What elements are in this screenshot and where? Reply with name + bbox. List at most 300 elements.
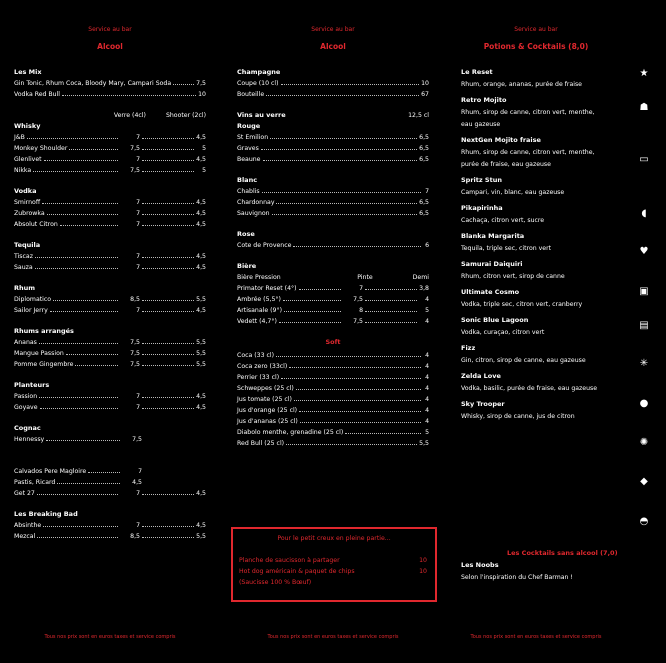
dot-leader (142, 526, 194, 527)
robot-icon: ▤ (639, 320, 649, 331)
shooter-header: Shooter (2cl) (165, 112, 206, 119)
item-name: Red Bull (25 cl) (237, 440, 285, 447)
dot-leader (345, 433, 421, 434)
dot-leader (294, 400, 421, 401)
pacman-icon: ◖ (641, 208, 647, 219)
cocktail-name: NextGen Mojito fraise (461, 136, 541, 144)
wine-title-row (237, 111, 429, 120)
dot-leader (35, 257, 118, 258)
dot-leader (284, 311, 341, 312)
glass-header: Verre (4cl) (113, 112, 146, 119)
item-price-glass: 7 (136, 393, 140, 400)
column-alcool-1 (14, 0, 206, 663)
category-title: Bière (237, 262, 257, 270)
item-price-glass: 7,5 (130, 167, 140, 174)
card-icon: ◆ (640, 476, 648, 487)
item-price: 10 (421, 80, 429, 87)
dot-leader (142, 397, 194, 398)
dot-leader (33, 171, 118, 172)
item-price: 7,5 (196, 80, 206, 87)
item-price-pinte: 7,5 (353, 296, 363, 303)
dot-leader (27, 138, 118, 139)
dot-leader (62, 95, 196, 96)
item-price-glass: 7 (136, 522, 140, 529)
item-name: Nikka (14, 167, 32, 174)
item-price-glass: 7,5 (130, 350, 140, 357)
item-price: 6,5 (419, 156, 429, 163)
dot-leader (142, 300, 194, 301)
dot-leader (39, 343, 118, 344)
menu-item (14, 79, 206, 88)
snack-box (231, 527, 437, 602)
dot-leader (43, 526, 118, 527)
dot-leader (142, 138, 194, 139)
category-title: Rouge (237, 122, 261, 130)
item-name: Jus tomate (25 cl) (237, 396, 292, 403)
menu-item (237, 351, 429, 360)
menu-item (14, 220, 206, 229)
item-name: Perrier (33 cl) (237, 374, 280, 381)
cocktail-name: Le Reset (461, 68, 493, 76)
dot-leader (142, 311, 194, 312)
menu-item (14, 349, 206, 358)
item-name: Mezcal (14, 533, 36, 540)
menu-item (237, 284, 429, 293)
item-name: Coupe (10 cl) (237, 80, 279, 87)
item-name: Sailor Jerry (14, 307, 48, 314)
dot-leader (142, 149, 194, 150)
dot-leader (142, 494, 194, 495)
item-name: Cote de Provence (237, 242, 292, 249)
menu-item (14, 209, 206, 218)
menu-item (237, 241, 429, 250)
item-price-glass: 7 (136, 264, 140, 271)
item-price-shooter: 5 (202, 145, 206, 152)
item-name: Chablis (237, 188, 260, 195)
item-name: J&B (14, 134, 25, 141)
dot-leader (142, 257, 194, 258)
dot-leader (365, 300, 417, 301)
dot-leader (299, 289, 341, 290)
menu-item (14, 467, 206, 476)
item-price-glass: 7 (136, 221, 140, 228)
item-name: Diplomatico (14, 296, 52, 303)
dot-leader (35, 268, 118, 269)
item-price-glass: 7,5 (130, 339, 140, 346)
item-name: Coca zero (33cl) (237, 363, 288, 370)
menu-item (237, 79, 429, 88)
dot-leader (66, 354, 118, 355)
category-title: Planteurs (14, 381, 50, 389)
category-title: Blanc (237, 176, 258, 184)
item-price: 10 (198, 91, 206, 98)
item-price-glass: 7 (136, 307, 140, 314)
category-title: Rhum (14, 284, 36, 292)
item-price: 10 (419, 557, 427, 564)
item-name: Absinthe (14, 522, 42, 529)
wine-size: 12,5 cl (408, 112, 429, 119)
dot-leader (40, 408, 118, 409)
snack-item (239, 568, 427, 575)
menu-item (14, 155, 206, 164)
cocktail-name: Les Noobs (461, 561, 499, 569)
sparkle-icon: ✳ (639, 358, 649, 369)
dot-leader (142, 214, 194, 215)
cocktail-ingredients: eau gazeuse (461, 121, 501, 128)
item-name: Ambrée (5,5°) (237, 296, 281, 303)
section-header: Alcool (320, 42, 346, 51)
dot-leader (88, 472, 120, 473)
item-price-shooter: 4,5 (196, 221, 206, 228)
item-name: Jus d'ananas (25 cl) (237, 418, 298, 425)
column-cocktails (461, 0, 618, 663)
menu-item (14, 263, 206, 272)
item-price-shooter: 4,5 (196, 156, 206, 163)
menu-item (14, 489, 206, 498)
dot-leader (53, 300, 118, 301)
dot-leader (263, 160, 418, 161)
cocktail-ingredients: Vodka, triple sec, citron vert, cranberry (461, 301, 583, 308)
category-title: Cognac (14, 424, 41, 432)
item-price-glass: 7,5 (132, 436, 142, 443)
burst-icon: ✺ (639, 437, 649, 448)
item-name: (Saucisse 100 % Bœuf) (239, 579, 312, 586)
item-price-shooter: 4,5 (196, 404, 206, 411)
item-name: Pomme Gingembre (14, 361, 74, 368)
item-name: Bouteille (237, 91, 265, 98)
item-name: Primator Reset (4°) (237, 285, 297, 292)
menu-item (237, 198, 429, 207)
item-price-shooter: 5 (202, 167, 206, 174)
item-name: Mangue Passion (14, 350, 64, 357)
item-price-glass: 8,5 (130, 296, 140, 303)
dot-leader (272, 214, 418, 215)
item-price-glass: 7 (136, 156, 140, 163)
menu-item (14, 392, 206, 401)
service-header: Service au bar (88, 26, 132, 33)
item-price-shooter: 4,5 (196, 210, 206, 217)
item-price-pinte: 8 (359, 307, 363, 314)
item-price: 4 (425, 352, 429, 359)
item-price: 6,5 (419, 199, 429, 206)
item-price: 6,5 (419, 210, 429, 217)
menu-item (14, 198, 206, 207)
snack-box-title: Pour le petit creux en pleine partie... (277, 535, 391, 542)
item-price-glass: 7 (136, 210, 140, 217)
cocktail-ingredients: Rhum, sirop de canne, citron vert, menthe, (461, 149, 595, 156)
item-name: Tiscaz (14, 253, 33, 260)
item-name: Beaune (237, 156, 261, 163)
item-price-glass: 7 (138, 468, 142, 475)
item-price-shooter: 4,5 (196, 134, 206, 141)
beer-header-demi: Demi (412, 274, 429, 281)
dot-leader (142, 343, 194, 344)
category-title: Les Mix (14, 68, 42, 76)
cocktail-name: Ultimate Cosmo (461, 288, 520, 296)
menu-item (14, 306, 206, 315)
item-price-demi: 4 (425, 296, 429, 303)
dot-leader (365, 289, 417, 290)
item-name: Vedett (4,7°) (237, 318, 277, 325)
cocktail-ingredients: Vodka, basilic, purée de fraise, eau gazeuse (461, 385, 598, 392)
cocktail-name: Spritz Stun (461, 176, 502, 184)
menu-item (237, 144, 429, 153)
dot-leader (300, 422, 421, 423)
menu-item (237, 439, 429, 448)
item-name: Get 27 (14, 490, 35, 497)
category-title: Tequila (14, 241, 41, 249)
cocktail-name: Sky Trooper (461, 400, 505, 408)
item-name: Smirnoff (14, 199, 41, 206)
dot-leader (281, 378, 421, 379)
item-price: 4 (425, 385, 429, 392)
dot-leader (142, 354, 194, 355)
menu-item (14, 532, 206, 541)
item-price-glass: 4,5 (132, 479, 142, 486)
item-name: Absolut Citron (14, 221, 58, 228)
dot-leader (296, 389, 421, 390)
beer-header-pinte: Pinte (357, 274, 373, 281)
cocktail-name: Pikapirinha (461, 204, 503, 212)
item-price: 4 (425, 363, 429, 370)
dot-leader (57, 483, 120, 484)
dot-leader (142, 203, 194, 204)
snack-item (239, 579, 427, 586)
item-price-shooter: 5,5 (196, 339, 206, 346)
cocktail-name: Samurai Daiquiri (461, 260, 523, 268)
item-price: 4 (425, 396, 429, 403)
item-price-glass: 7,5 (130, 361, 140, 368)
item-price: 67 (421, 91, 429, 98)
item-name: Chardonnay (237, 199, 275, 206)
dot-leader (75, 365, 118, 366)
item-price-glass: 7 (136, 253, 140, 260)
cocktail-ingredients: Whisky, sirop de canne, jus de citron (461, 413, 575, 420)
menu-item (237, 295, 429, 304)
item-name: Goyave (14, 404, 38, 411)
dot-leader (173, 84, 194, 85)
mushroom-icon: ◓ (639, 516, 649, 527)
category-title: Whisky (14, 122, 41, 130)
ball-icon: ● (639, 398, 649, 409)
item-price-shooter: 4,5 (196, 307, 206, 314)
item-price-shooter: 4,5 (196, 393, 206, 400)
item-name: Hennessy (14, 436, 45, 443)
item-price: 4 (425, 374, 429, 381)
item-price-glass: 8,5 (130, 533, 140, 540)
cocktail-name: Retro Mojito (461, 96, 507, 104)
item-price: 4 (425, 418, 429, 425)
item-name: Coca (33 cl) (237, 352, 275, 359)
item-name: Schweppes (25 cl) (237, 385, 294, 392)
item-price: 4 (425, 407, 429, 414)
dot-leader (286, 444, 417, 445)
star-icon: ★ (639, 68, 649, 79)
dot-leader (270, 138, 417, 139)
glass-size-header (14, 111, 206, 120)
cocktail-ingredients: Selon l'inspiration du Chef Barman ! (461, 574, 573, 581)
menu-item (237, 417, 429, 426)
dot-leader (261, 149, 417, 150)
heart-icon: ♥ (639, 246, 649, 257)
menu-item (14, 338, 206, 347)
dot-leader (50, 311, 118, 312)
dot-leader (293, 246, 421, 247)
dot-leader (266, 95, 419, 96)
menu-item (237, 155, 429, 164)
menu-item (237, 133, 429, 142)
item-name: Calvados Pere Magloire (14, 468, 87, 475)
menu-item (14, 521, 206, 530)
cocktail-ingredients: Cachaça, citron vert, sucre (461, 217, 545, 224)
dot-leader (44, 160, 118, 161)
dot-leader (365, 311, 417, 312)
item-name: Glenlivet (14, 156, 42, 163)
dot-leader (46, 440, 120, 441)
item-price: 5,5 (419, 440, 429, 447)
item-price-glass: 7 (136, 404, 140, 411)
menu-item (14, 360, 206, 369)
item-price: 7 (425, 188, 429, 195)
item-price: 5 (425, 429, 429, 436)
dot-leader (142, 365, 194, 366)
item-price-shooter: 4,5 (196, 264, 206, 271)
cocktail-ingredients: Rhum, orange, ananas, purée de fraise (461, 81, 582, 88)
item-name: Zubrowka (14, 210, 45, 217)
dot-leader (262, 192, 421, 193)
cocktail-ingredients: purée de fraise, eau gazeuse (461, 161, 551, 168)
cocktail-ingredients: Rhum, sirop de canne, citron vert, menthe, (461, 109, 595, 116)
menu-item (14, 403, 206, 412)
menu-item (237, 406, 429, 415)
item-price-pinte: 7 (359, 285, 363, 292)
dot-leader (276, 203, 417, 204)
section-header: Alcool (97, 42, 123, 51)
item-price: 6 (425, 242, 429, 249)
cocktail-name: Sonic Blue Lagoon (461, 316, 529, 324)
category-title: Vins au verre (237, 111, 286, 119)
dot-leader (279, 322, 341, 323)
menu-item (14, 90, 206, 99)
ghost-icon: ☗ (639, 102, 649, 113)
item-name: Monkey Shoulder (14, 145, 68, 152)
section-header: Potions & Cocktails (8,0) (483, 42, 589, 51)
item-price: 6,5 (419, 145, 429, 152)
dot-leader (299, 411, 421, 412)
menu-item (14, 252, 206, 261)
dot-leader (37, 537, 118, 538)
no-alcohol-title: Les Cocktails sans alcool (7,0) (507, 549, 618, 557)
category-title: Rhums arrangés (14, 327, 74, 335)
dot-leader (276, 356, 421, 357)
item-name: Passion (14, 393, 38, 400)
menu-item (237, 384, 429, 393)
item-name: Gin Tonic, Rhum Coca, Bloody Mary, Campari Soda (14, 80, 172, 87)
item-name: Artisanale (9°) (237, 307, 283, 314)
snack-item (239, 557, 427, 564)
menu-item (237, 209, 429, 218)
category-title: Soft (325, 338, 341, 346)
service-header: Service au bar (311, 26, 355, 33)
menu-item (237, 187, 429, 196)
dot-leader (281, 84, 420, 85)
item-price-glass: 7 (136, 490, 140, 497)
beer-header-row (237, 273, 429, 282)
cocktail-ingredients: Campari, vin, blanc, eau gazeuse (461, 189, 565, 196)
menu-item (237, 306, 429, 315)
dot-leader (42, 203, 118, 204)
menu-item (14, 166, 206, 175)
dot-leader (289, 367, 421, 368)
item-name: Jus d'orange (25 cl) (237, 407, 298, 414)
cocktail-ingredients: Gin, citron, sirop de canne, eau gazeuse (461, 357, 586, 364)
tv-icon: ▣ (639, 286, 649, 297)
menu-item (237, 428, 429, 437)
item-name: Planche de saucisson à partager (239, 557, 340, 564)
item-name: Sauza (14, 264, 33, 271)
item-price-shooter: 5,5 (196, 350, 206, 357)
menu-item (14, 133, 206, 142)
item-name: Ananas (14, 339, 37, 346)
console-icon: ▭ (639, 154, 649, 165)
dot-leader (69, 149, 118, 150)
item-price-shooter: 4,5 (196, 522, 206, 529)
dot-leader (37, 494, 118, 495)
cocktail-ingredients: Tequila, triple sec, citron vert (461, 245, 552, 252)
category-title: Vodka (14, 187, 37, 195)
item-price-demi: 3,8 (419, 285, 429, 292)
cocktail-ingredients: Vodka, curaçao, citron vert (461, 329, 545, 336)
item-name: St Emilion (237, 134, 269, 141)
category-title: Rose (237, 230, 255, 238)
footer-note: Tous nos prix sont en euros taxes et service compris (44, 634, 176, 640)
menu-item (237, 373, 429, 382)
item-price-glass: 7 (136, 134, 140, 141)
dot-leader (47, 214, 118, 215)
item-price-shooter: 5,5 (196, 296, 206, 303)
item-price-shooter: 4,5 (196, 490, 206, 497)
footer-note: Tous nos prix sont en euros taxes et service compris (470, 634, 602, 640)
item-price-demi: 5 (425, 307, 429, 314)
item-price-pinte: 7,5 (353, 318, 363, 325)
item-price-glass: 7,5 (130, 145, 140, 152)
cocktail-name: Fizz (461, 344, 476, 352)
dot-leader (142, 408, 194, 409)
dot-leader (142, 171, 194, 172)
item-price-shooter: 4,5 (196, 199, 206, 206)
cocktail-ingredients: Rhum, citron vert, sirop de canne (461, 273, 565, 280)
dot-leader (142, 160, 194, 161)
menu-item (14, 478, 206, 487)
item-price-glass: 7 (136, 199, 140, 206)
item-name: Diabolo menthe, grenadine (25 cl) (237, 429, 344, 436)
cocktail-name: Blanka Margarita (461, 232, 525, 240)
item-name: Hot dog américain & paquet de chips (239, 568, 355, 575)
category-title: Champagne (237, 68, 281, 76)
dot-leader (142, 268, 194, 269)
item-price: 6,5 (419, 134, 429, 141)
beer-header-name: Bière Pression (237, 274, 281, 281)
menu-item (237, 317, 429, 326)
menu-item (237, 90, 429, 99)
category-title: Les Breaking Bad (14, 510, 78, 518)
dot-leader (365, 322, 417, 323)
dot-leader (39, 397, 118, 398)
cocktail-name: Zelda Love (461, 372, 501, 380)
item-price: 10 (419, 568, 427, 575)
menu-item (237, 362, 429, 371)
menu-item (14, 435, 206, 444)
